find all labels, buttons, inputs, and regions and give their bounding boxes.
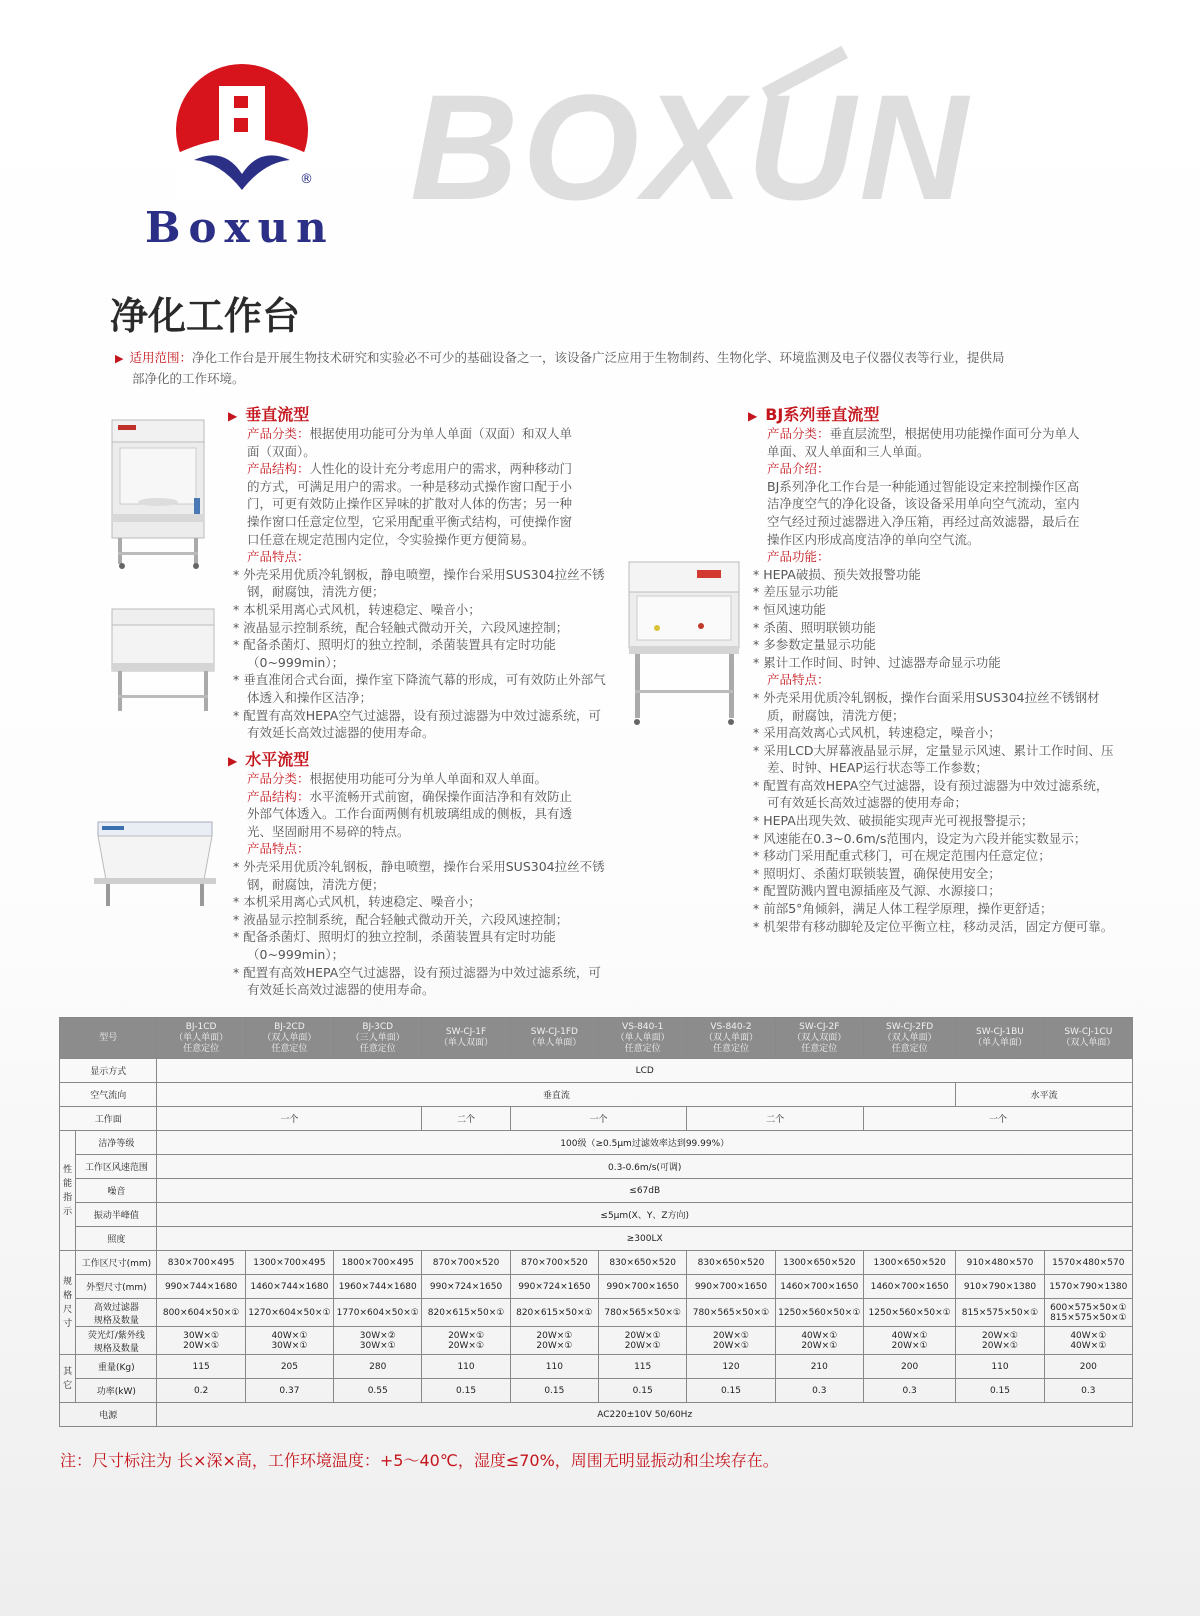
- table-row: [60, 1379, 1133, 1403]
- model-code: BJ-2CD: [274, 1021, 305, 1032]
- model-type: （双人单面）: [262, 1032, 317, 1043]
- cell: 1250×560×50×①: [863, 1299, 955, 1327]
- function-item: * 差压显示功能: [753, 583, 1118, 601]
- model-type: （单人单面）: [615, 1032, 670, 1043]
- cell: 115: [157, 1355, 245, 1379]
- function-item: * HEPA破损、预失效报警功能: [753, 566, 1118, 584]
- feature-item: * 配置有高效HEPA空气过滤器，设有预过滤器为中效过滤系统，可有效延长高效过滤器的使用寿命。: [233, 964, 606, 999]
- cell: 830×700×495: [157, 1251, 245, 1275]
- scope-paragraph: [115, 348, 1095, 389]
- table-row: [60, 1131, 1133, 1155]
- row-value: ≤67dB: [157, 1179, 1133, 1203]
- cell: [863, 1327, 955, 1355]
- cell: 990×744×1680: [157, 1275, 245, 1299]
- cell-line: 815×575×50×①: [1050, 1312, 1127, 1323]
- spec-table: [59, 1017, 1133, 1427]
- label-line: 荧光灯/紫外线: [87, 1330, 145, 1341]
- cell-line: 20W×①: [183, 1340, 220, 1351]
- horizontal-flow-cabinet-image: [92, 818, 218, 914]
- cell: 800×604×50×①: [157, 1299, 245, 1327]
- feature-item: * 配置防溅内置电源插座及气源、水源接口；: [753, 882, 1118, 900]
- model-type: （双人单面）: [882, 1032, 937, 1043]
- model-type: （双人单面）: [703, 1032, 758, 1043]
- triangle-bullet-icon: ▶: [115, 352, 124, 365]
- cell-line: 20W×①: [448, 1330, 485, 1341]
- table-row: [60, 1059, 1133, 1083]
- category-char: 其: [63, 1366, 73, 1377]
- cell: 1960×744×1680: [334, 1275, 422, 1299]
- vertical-features-list: [233, 566, 606, 742]
- model-code: BJ-3CD: [362, 1021, 394, 1032]
- intro-text: 空气经过预过滤器进入净压箱，再经过高效滤器，最后在: [767, 513, 1080, 529]
- vertical-flow-cabinet-image: [108, 418, 208, 574]
- category-char: 它: [63, 1380, 73, 1391]
- category-char: 尺: [63, 1304, 73, 1315]
- row-value: 100级（≥0.5μm过滤效率达到99.99%）: [157, 1131, 1133, 1155]
- model-cell: [510, 1018, 598, 1059]
- category-char: 能: [63, 1178, 73, 1189]
- cell-line: 30W×①: [271, 1340, 308, 1351]
- bj-functions-list: [753, 566, 1118, 672]
- model-cell: [157, 1018, 245, 1059]
- cell-line: 40W×①: [1070, 1330, 1107, 1341]
- cell-line: 40W×①: [1070, 1340, 1107, 1351]
- row-label: [76, 1327, 157, 1355]
- cell: 1270×604×50×①: [245, 1299, 333, 1327]
- model-note: 任意定位: [801, 1043, 838, 1054]
- feature-item: * 液晶显示控制系统，配合轻触式微动开关，六段风速控制；: [233, 619, 606, 637]
- registered-mark: ®: [300, 172, 313, 187]
- row-label: 重量(Kg): [76, 1355, 157, 1379]
- vertical-flow-heading: [228, 402, 606, 425]
- cell: 820×615×50×①: [422, 1299, 510, 1327]
- horizontal-flow-heading: [228, 747, 606, 770]
- cell: 110: [956, 1355, 1044, 1379]
- model-type: （单人单面）: [972, 1038, 1027, 1048]
- table-row: [60, 1275, 1133, 1299]
- structure-text: 门，可更有效防止操作区异味的扩散对人体的伤害；另一种: [247, 496, 573, 512]
- row-label: 工作区尺寸(mm): [76, 1251, 157, 1275]
- row-label: 振动半峰值: [76, 1203, 157, 1227]
- intro-text: 洁净度空气的净化设备，该设备采用单向空气流动，室内: [767, 496, 1080, 512]
- model-code: VS-840-2: [710, 1021, 752, 1032]
- cell: 0.15: [422, 1379, 510, 1403]
- model-cell: [687, 1018, 775, 1059]
- feature-item: * 外壳采用优质冷轧钢板，操作台面采用SUS304拉丝不锈钢材质，耐腐蚀，清洗方便；: [753, 689, 1118, 724]
- cell-line: 40W×①: [801, 1330, 838, 1341]
- row-label: 功率(kW): [76, 1379, 157, 1403]
- model-type: （单人双面）: [439, 1038, 494, 1048]
- features-label: 产品特点：: [767, 672, 830, 688]
- cell: 0.15: [956, 1379, 1044, 1403]
- cell: 0.55: [334, 1379, 422, 1403]
- model-cell: [334, 1018, 422, 1059]
- row-value: 垂直流: [157, 1083, 956, 1107]
- structure-text: 操作窗口任意定位型，它采用配重平衡式结构，可使操作窗: [247, 513, 573, 529]
- cell: 910×790×1380: [956, 1275, 1044, 1299]
- model-code: SW-CJ-2FD: [886, 1021, 934, 1032]
- triangle-bullet-icon: ▶: [748, 409, 758, 423]
- bj-series-section: [748, 402, 1118, 935]
- cell: [1044, 1327, 1132, 1355]
- functions-label: 产品功能：: [767, 549, 830, 565]
- model-code: SW-CJ-1BU: [976, 1027, 1024, 1037]
- cell: [157, 1327, 245, 1355]
- feature-item: * HEPA出现失效、破损能实现声光可视报警提示；: [753, 812, 1118, 830]
- model-cell: [1044, 1018, 1132, 1059]
- label-line: 高效过滤器: [93, 1302, 139, 1313]
- scope-text: 净化工作台是开展生物技术研究和实验必不可少的基础设备之一，该设备广泛应用于生物制药、生物化学、环境监测及电子仪器仪表等行业，提供局: [191, 350, 1005, 365]
- row-label: 噪音: [76, 1179, 157, 1203]
- feature-item: * 外壳采用优质冷轧钢板，静电喷塑，操作台采用SUS304拉丝不锈钢，耐腐蚀，清洗方便；: [233, 566, 606, 601]
- cell: 990×724×1650: [510, 1275, 598, 1299]
- feature-item: * 本机采用离心式风机，转速稳定、噪音小；: [233, 893, 606, 911]
- cell: 830×650×520: [687, 1251, 775, 1275]
- intro-text: 操作区内形成高度洁净的单向空气流。: [767, 531, 980, 547]
- scope-text-cont: 部净化的工作环境。: [132, 371, 245, 386]
- cell: 200: [863, 1355, 955, 1379]
- cell: [245, 1327, 333, 1355]
- category-char: 规: [63, 1276, 73, 1287]
- cell: 910×480×570: [956, 1251, 1044, 1275]
- model-code: VS-840-1: [622, 1021, 664, 1032]
- page-title: 净化工作台: [110, 293, 301, 338]
- cell: 990×724×1650: [422, 1275, 510, 1299]
- feature-item: * 采用LCD大屏幕液晶显示屏，定量显示风速、累计工作时间、压差、时钟、HEAP运行状态等工作参数；: [753, 742, 1118, 777]
- model-code: SW-CJ-1F: [445, 1027, 487, 1037]
- classification-text: 垂直层流型，根据使用功能操作面可分为单人: [829, 426, 1080, 441]
- cell: 200: [1044, 1355, 1132, 1379]
- table-row: [60, 1355, 1133, 1379]
- cell: 210: [775, 1355, 863, 1379]
- cell: 0.37: [245, 1379, 333, 1403]
- intro-text: BJ系列净化工作台是一种能通过智能设定来控制操作区高: [767, 478, 1080, 494]
- cell: [1044, 1299, 1132, 1327]
- feature-item: * 风速能在0.3~0.6m/s范围内，设定为六段并能实数显示；: [753, 830, 1118, 848]
- row-label: [76, 1299, 157, 1327]
- vertical-flow-body: [228, 425, 606, 566]
- footnote: 注：尺寸标注为 长×深×高，工作环境温度：+5～40℃，湿度≤70%，周围无明显振动和尘埃存在。: [60, 1451, 779, 1470]
- cell: 0.3: [775, 1379, 863, 1403]
- feature-item: * 采用高效离心式风机，转速稳定，噪音小；: [753, 724, 1118, 742]
- cell: 115: [599, 1355, 687, 1379]
- cell: 990×700×1650: [599, 1275, 687, 1299]
- table-row: [60, 1403, 1133, 1427]
- feature-item: * 前部5°角倾斜，满足人体工程学原理，操作更舒适；: [753, 900, 1118, 918]
- cell: [775, 1327, 863, 1355]
- cell-line: 40W×①: [271, 1330, 308, 1341]
- cell: 0.3: [863, 1379, 955, 1403]
- cell: [422, 1327, 510, 1355]
- structure-text: 光、坚固耐用不易碎的特点。: [247, 823, 410, 839]
- feature-item: * 本机采用离心式风机，转速稳定、噪音小；: [233, 601, 606, 619]
- cell: 1460×700×1650: [775, 1275, 863, 1299]
- table-row: [60, 1083, 1133, 1107]
- feature-item: * 配置有高效HEPA空气过滤器，设有预过滤器为中效过滤系统，可有效延长高效过滤器的使用寿命；: [753, 777, 1118, 812]
- cell: 120: [687, 1355, 775, 1379]
- cell: 990×700×1650: [687, 1275, 775, 1299]
- cell-line: 20W×①: [891, 1340, 928, 1351]
- feature-item: * 配备杀菌灯、照明灯的独立控制，杀菌装置具有定时功能（0~999min）；: [233, 928, 606, 963]
- structure-text: 的方式，可满足用户的需求。一种是移动式操作窗口配于小: [247, 478, 573, 494]
- cell: 205: [245, 1355, 333, 1379]
- cell-line: 20W×①: [713, 1330, 749, 1341]
- size-category: [60, 1251, 76, 1355]
- row-label: 电源: [60, 1403, 157, 1427]
- brand-logo: [172, 62, 312, 202]
- model-type: （双人双面）: [792, 1032, 847, 1043]
- model-cell: [422, 1018, 510, 1059]
- cell: 1460×744×1680: [245, 1275, 333, 1299]
- cell-line: 20W×①: [624, 1330, 661, 1341]
- category-char: 格: [63, 1290, 73, 1301]
- cell-line: 30W×①: [359, 1340, 396, 1351]
- performance-category: [60, 1131, 76, 1251]
- feature-item: * 外壳采用优质冷轧钢板，静电喷塑，操作台采用SUS304拉丝不锈钢，耐腐蚀，清洗方便；: [233, 858, 606, 893]
- model-code: SW-CJ-1CU: [1064, 1027, 1113, 1037]
- cell: [687, 1327, 775, 1355]
- horizontal-features-list: [233, 858, 606, 999]
- classification-text: 根据使用功能可分为单人单面（双面）和双人单: [309, 426, 573, 441]
- cell: 780×565×50×①: [599, 1299, 687, 1327]
- model-cell: [775, 1018, 863, 1059]
- cell: 0.2: [157, 1379, 245, 1403]
- row-value: ≥300LX: [157, 1227, 1133, 1251]
- model-note: 任意定位: [712, 1043, 749, 1054]
- row-value: AC220±10V 50/60Hz: [157, 1403, 1133, 1427]
- function-item: * 杀菌、照明联锁功能: [753, 619, 1118, 637]
- row-label: 照度: [76, 1227, 157, 1251]
- table-row: [60, 1251, 1133, 1275]
- table-row: [60, 1299, 1133, 1327]
- bj-features-list: [753, 689, 1118, 935]
- row-value: 一个: [157, 1107, 422, 1131]
- cell: [334, 1327, 422, 1355]
- cell: 280: [334, 1355, 422, 1379]
- table-row: [60, 1203, 1133, 1227]
- bj-series-heading: [748, 402, 1118, 425]
- horizontal-flow-section: [228, 747, 606, 999]
- section-title: BJ系列垂直流型: [765, 405, 880, 424]
- row-value: 水平流: [956, 1083, 1133, 1107]
- function-item: * 恒风速功能: [753, 601, 1118, 619]
- structure-text: 水平流畅开式前窗，确保操作面洁净和有效防止: [309, 788, 573, 804]
- model-header-row: [60, 1018, 1133, 1059]
- cell: 1770×604×50×①: [334, 1299, 422, 1327]
- cell: 0.3: [1044, 1379, 1132, 1403]
- row-value: 二个: [422, 1107, 510, 1131]
- row-label: 显示方式: [60, 1059, 157, 1083]
- row-value: ≤5μm(X、Y、Z方向): [157, 1203, 1133, 1227]
- cell-line: 20W×①: [536, 1330, 573, 1341]
- cell-line: 20W×①: [448, 1340, 485, 1351]
- vertical-flow-section: [228, 402, 606, 742]
- model-code: BJ-1CD: [185, 1021, 217, 1032]
- model-cell: [599, 1018, 687, 1059]
- features-label: 产品特点：: [247, 841, 310, 857]
- feature-item: * 移动门采用配重式移门，可在规定范围内任意定位；: [753, 847, 1118, 865]
- structure-label: 产品结构：: [247, 461, 310, 477]
- classification-text-cont: 面（双面）。: [247, 443, 316, 459]
- cell-line: 40W×①: [891, 1330, 928, 1341]
- row-value: LCD: [157, 1059, 1133, 1083]
- bj-series-cabinet-image: [625, 560, 743, 732]
- table-row: [60, 1227, 1133, 1251]
- cell: [956, 1327, 1044, 1355]
- cell-line: 20W×①: [801, 1340, 838, 1351]
- classification-text-cont: 单面、双人单面和三人单面。: [767, 443, 930, 459]
- intro-label: 产品介绍：: [767, 461, 830, 477]
- cell: 830×650×520: [599, 1251, 687, 1275]
- structure-text: 外部气体透入。工作台面两侧有机玻璃组成的侧板，具有透: [247, 806, 573, 822]
- cell: 1460×700×1650: [863, 1275, 955, 1299]
- cell: 1800×700×495: [334, 1251, 422, 1275]
- row-label: 洁净等级: [76, 1131, 157, 1155]
- row-value: 二个: [687, 1107, 864, 1131]
- cell-line: 30W×①: [183, 1330, 220, 1341]
- row-label: 空气流向: [60, 1083, 157, 1107]
- cell: 870×700×520: [510, 1251, 598, 1275]
- table-row: [60, 1179, 1133, 1203]
- cell-line: 20W×①: [536, 1340, 573, 1351]
- cell: 780×565×50×①: [687, 1299, 775, 1327]
- feature-item: * 垂直准闭合式台面，操作室下降流气幕的形成，可有效防止外部气体透入和操作区洁净；: [233, 671, 606, 706]
- cell-line: 30W×②: [359, 1330, 396, 1341]
- category-char: 性: [63, 1164, 73, 1175]
- structure-text: 口任意在规定范围内定位，令实验操作更方便简易。: [247, 531, 535, 547]
- cell: 870×700×520: [422, 1251, 510, 1275]
- category-char: 示: [63, 1206, 73, 1217]
- table-row: [60, 1327, 1133, 1355]
- cell: 0.15: [510, 1379, 598, 1403]
- features-label: 产品特点：: [247, 549, 310, 565]
- triangle-bullet-icon: ▶: [228, 754, 238, 768]
- model-note: 任意定位: [271, 1043, 308, 1054]
- section-title: 水平流型: [245, 750, 310, 769]
- row-value: 一个: [510, 1107, 687, 1131]
- cell-line: 20W×①: [982, 1340, 1018, 1351]
- section-title: 垂直流型: [245, 405, 310, 424]
- table-row: [60, 1107, 1133, 1131]
- brand-name: Boxun: [145, 203, 335, 252]
- cell: 820×615×50×①: [510, 1299, 598, 1327]
- label-line: 规格及数量: [93, 1343, 139, 1354]
- model-header: 型号: [60, 1018, 157, 1059]
- cell-line: 600×575×50×①: [1050, 1302, 1127, 1313]
- feature-item: * 照明灯、杀菌灯联锁装置，确保使用安全；: [753, 865, 1118, 883]
- cell-line: 20W×①: [624, 1340, 661, 1351]
- other-category: [60, 1355, 76, 1403]
- table-row: [60, 1155, 1133, 1179]
- cell: 1570×480×570: [1044, 1251, 1132, 1275]
- model-cell: [245, 1018, 333, 1059]
- feature-item: * 机架带有移动脚轮及定位平衡立柱，移动灵活，固定方便可靠。: [753, 918, 1118, 936]
- scope-label: 适用范围：: [129, 350, 192, 365]
- cell: 110: [510, 1355, 598, 1379]
- category-char: 指: [63, 1192, 73, 1203]
- bj-features-heading: [748, 671, 1118, 689]
- structure-text: 人性化的设计充分考虑用户的需求，两种移动门: [309, 461, 573, 477]
- function-item: * 多参数定量显示功能: [753, 636, 1118, 654]
- model-note: 任意定位: [624, 1043, 661, 1054]
- brand-watermark: BOXUN: [410, 63, 972, 231]
- model-cell: [956, 1018, 1044, 1059]
- cell: 110: [422, 1355, 510, 1379]
- triangle-bullet-icon: ▶: [228, 409, 238, 423]
- classification-label: 产品分类：: [247, 771, 310, 786]
- cell: [510, 1327, 598, 1355]
- model-type: （双人单面）: [1061, 1038, 1116, 1048]
- model-cell: [863, 1018, 955, 1059]
- label-line: 规格及数量: [93, 1315, 139, 1326]
- structure-label: 产品结构：: [247, 788, 310, 804]
- model-note: 任意定位: [891, 1043, 928, 1054]
- cell: 0.15: [599, 1379, 687, 1403]
- cell-line: 20W×①: [982, 1330, 1018, 1341]
- cell: 815×575×50×①: [956, 1299, 1044, 1327]
- cell: [599, 1327, 687, 1355]
- model-type: （三人单面）: [350, 1032, 405, 1043]
- cell: 1250×560×50×①: [775, 1299, 863, 1327]
- feature-item: * 液晶显示控制系统，配合轻触式微动开关，六段风速控制；: [233, 911, 606, 929]
- classification-label: 产品分类：: [767, 426, 830, 441]
- category-char: 寸: [63, 1318, 73, 1329]
- cell: 1300×650×520: [775, 1251, 863, 1275]
- row-value: 0.3-0.6m/s(可调): [157, 1155, 1133, 1179]
- horizontal-flow-body: [228, 770, 606, 858]
- row-label: 工作面: [60, 1107, 157, 1131]
- cell: 0.15: [687, 1379, 775, 1403]
- model-note: 任意定位: [359, 1043, 396, 1054]
- classification-text: 根据使用功能可分为单人单面和双人单面。: [309, 771, 548, 786]
- model-code: SW-CJ-2F: [799, 1021, 840, 1032]
- cell: 1300×650×520: [863, 1251, 955, 1275]
- feature-item: * 配置有高效HEPA空气过滤器，设有预过滤器为中效过滤系统，可有效延长高效过滤器的使用寿命。: [233, 707, 606, 742]
- model-type: （单人单面）: [527, 1038, 582, 1048]
- row-label: 工作区风速范围: [76, 1155, 157, 1179]
- model-code: SW-CJ-1FD: [530, 1027, 578, 1037]
- model-note: 任意定位: [183, 1043, 220, 1054]
- feature-item: * 配备杀菌灯、照明灯的独立控制，杀菌装置具有定时功能（0~999min）；: [233, 636, 606, 671]
- model-type: （单人单面）: [174, 1032, 229, 1043]
- cell: 1300×700×495: [245, 1251, 333, 1275]
- cell-line: 20W×①: [713, 1340, 749, 1351]
- bj-series-body: [748, 425, 1118, 566]
- row-value: 一个: [863, 1107, 1132, 1131]
- classification-label: 产品分类：: [247, 426, 310, 441]
- row-label: 外型尺寸(mm): [76, 1275, 157, 1299]
- double-vertical-cabinet-image: [108, 605, 218, 721]
- cell: 1570×790×1380: [1044, 1275, 1132, 1299]
- function-item: * 累计工作时间、时钟、过滤器寿命显示功能: [753, 654, 1118, 672]
